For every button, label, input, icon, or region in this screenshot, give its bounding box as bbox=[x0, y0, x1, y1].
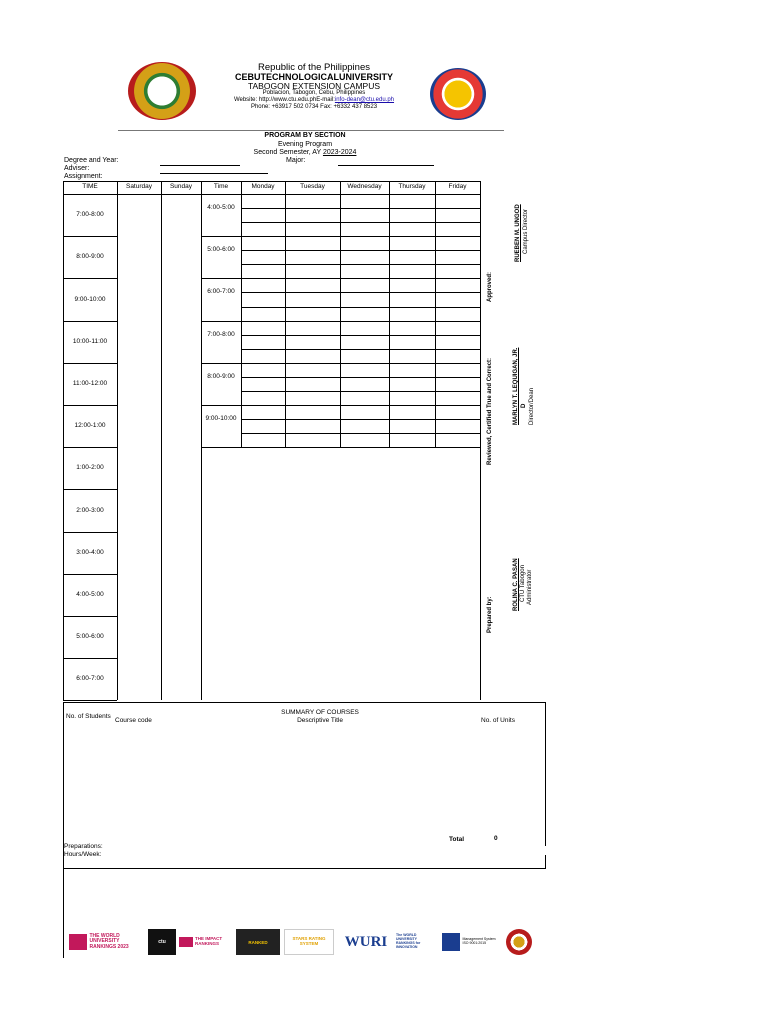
weekday-subrow-line bbox=[241, 292, 480, 293]
ranked-text: RANKED bbox=[248, 939, 268, 945]
the-rankings-text: THE WORLD UNIVERSITY RANKINGS 2023 bbox=[69, 934, 144, 951]
weekday-subrow-line bbox=[241, 433, 480, 434]
table-col-line bbox=[241, 181, 242, 447]
semester-text: Second Semester, AY bbox=[253, 149, 323, 156]
weekend-time-cell: 9:00-10:00 bbox=[74, 295, 106, 303]
weekday-row-line bbox=[201, 321, 480, 322]
summary-right-border bbox=[545, 702, 546, 845]
col-header-wednesday: Wednesday bbox=[347, 183, 382, 190]
adviser-label: Adviser: bbox=[64, 165, 90, 172]
reviewed-name: MARLYN T. LEQUIGAN, JR. bbox=[513, 347, 519, 425]
weekday-row-line bbox=[201, 363, 480, 364]
weekend-time-cell: 8:00-9:00 bbox=[76, 253, 104, 261]
col-header-friday: Friday bbox=[448, 183, 467, 190]
iso-text: Management System ISO 9001:2015 bbox=[462, 937, 496, 945]
weekday-time-cell: 7:00-8:00 bbox=[207, 330, 235, 338]
table-col-line bbox=[201, 181, 202, 700]
reviewed-title: Director/Dean bbox=[529, 387, 535, 425]
weekday-subrow-line bbox=[241, 419, 480, 420]
ctu-logo bbox=[148, 929, 176, 955]
col-header-saturday: Saturday bbox=[125, 183, 153, 190]
stars-text: STARS RATING SYSTEM bbox=[292, 936, 326, 946]
col-header-tuesday: Tuesday bbox=[300, 183, 325, 190]
time-row-line bbox=[63, 321, 117, 322]
total-label: Total bbox=[449, 836, 465, 843]
ctu-logo-text: ctu bbox=[158, 939, 166, 945]
prepared-label: Prepared by: bbox=[487, 596, 493, 633]
course-code-label: Course code bbox=[115, 717, 152, 724]
time-row-line bbox=[63, 363, 117, 364]
summary-mid-line bbox=[545, 845, 546, 846]
col-header-time: Time bbox=[213, 183, 229, 190]
weekend-time-cell: 4:00-5:00 bbox=[76, 590, 104, 598]
program-subtitle: Evening Program bbox=[277, 141, 333, 148]
time-row-line bbox=[63, 658, 117, 659]
wuri-text: WURI bbox=[344, 933, 388, 950]
weekend-time-cell: 7:00-8:00 bbox=[76, 211, 104, 219]
table-col-line bbox=[389, 181, 390, 447]
weekend-time-cell: 12:00-1:00 bbox=[74, 422, 106, 430]
weekday-subrow-line bbox=[241, 307, 480, 308]
table-col-line bbox=[340, 181, 341, 447]
table-col-line bbox=[480, 181, 481, 700]
table-col-line bbox=[117, 181, 118, 700]
weekday-subrow-line bbox=[241, 377, 480, 378]
weekday-time-cell: 5:00-6:00 bbox=[207, 246, 235, 254]
weekday-subrow-line bbox=[241, 250, 480, 251]
col-header-thursday: Thursday bbox=[398, 183, 426, 190]
no-students-label: No. of Students bbox=[66, 713, 111, 720]
degree-year-label: Degree and Year: bbox=[64, 157, 119, 164]
weekend-time-cell: 5:00-6:00 bbox=[76, 633, 104, 641]
descriptive-title-label: Descriptive Title bbox=[297, 717, 343, 724]
ctu-seal-icon bbox=[506, 929, 532, 955]
reviewed-label: Reviewed, Certified True and Correct: bbox=[487, 357, 493, 465]
time-row-line bbox=[63, 405, 117, 406]
reviewed-suffix: D bbox=[521, 403, 527, 408]
phone-line: Phone: +63917 502 0734 Fax: +6332 437 8523 bbox=[250, 104, 378, 110]
weekday-time-cell: 9:00-10:00 bbox=[205, 415, 237, 423]
table-top-line bbox=[63, 181, 480, 182]
weekday-subrow-line bbox=[241, 264, 480, 265]
wuri-innovation-logo bbox=[396, 929, 436, 955]
summary-bottom-line bbox=[63, 868, 545, 869]
campus-name: TABOGON EXTENSION CAMPUS bbox=[247, 81, 381, 91]
wuri-logo bbox=[338, 929, 394, 955]
time-row-line bbox=[63, 532, 117, 533]
weekend-time-cell: 1:00-2:00 bbox=[76, 464, 104, 472]
address: Poblacion, Tabogon, Cebu, Philippines bbox=[262, 90, 366, 96]
the-impact-logo bbox=[178, 929, 232, 955]
table-col-line bbox=[161, 181, 162, 700]
weekday-row-line bbox=[201, 236, 480, 237]
university-name: CEBUTECHNOLOGICALUNIVERSITY bbox=[234, 72, 393, 82]
weekday-subrow-line bbox=[241, 335, 480, 336]
preparations-label: Preparations: bbox=[64, 843, 103, 850]
prepared-name: ROLINA C. PASAN bbox=[513, 558, 519, 611]
time-row-line bbox=[63, 278, 117, 279]
weekend-time-cell: 6:00-7:00 bbox=[76, 675, 104, 683]
approved-label: Approved: bbox=[487, 272, 493, 302]
major-label: Major: bbox=[286, 157, 306, 164]
stars-logo bbox=[284, 929, 334, 955]
weekday-time-cell: 4:00-5:00 bbox=[207, 204, 235, 212]
weekday-subrow-line bbox=[241, 349, 480, 350]
time-row-line bbox=[63, 489, 117, 490]
weekend-time-cell: 3:00-4:00 bbox=[76, 548, 104, 556]
wuri-innovation-text: The WORLD UNIVERSITY RANKINGS for INNOVATION bbox=[396, 933, 421, 949]
email-link[interactable]: info-dean@ctu.edu.ph bbox=[334, 97, 395, 103]
time-row-line bbox=[63, 447, 117, 448]
the-impact-text: THE IMPACT RANKINGS bbox=[179, 937, 231, 947]
iso-icon bbox=[442, 933, 460, 951]
col-header-sunday: Sunday bbox=[169, 183, 193, 190]
prepared-line2: CTU Tabogon bbox=[520, 565, 526, 602]
col-header-monday: Monday bbox=[251, 183, 275, 190]
table-col-line bbox=[435, 181, 436, 447]
weekday-row-line bbox=[201, 447, 480, 448]
weekend-time-cell: 10:00-11:00 bbox=[72, 337, 108, 345]
iso-logo bbox=[440, 929, 498, 955]
weekday-time-cell: 8:00-9:00 bbox=[207, 372, 235, 380]
republic-line: Republic of the Philippines bbox=[258, 62, 370, 73]
weekday-subrow-line bbox=[241, 391, 480, 392]
ranked-logo bbox=[236, 929, 280, 955]
approved-title: Campus Director bbox=[523, 208, 529, 254]
weekday-row-line bbox=[201, 278, 480, 279]
summary-top-line bbox=[63, 702, 545, 703]
hours-week-label: Hours/Week: bbox=[64, 851, 102, 858]
total-value: 0 bbox=[494, 835, 498, 842]
assignment-label: Assignment: bbox=[64, 173, 103, 180]
weekday-subrow-line bbox=[241, 222, 480, 223]
ctu-seal-logo bbox=[504, 928, 534, 956]
program-title: PROGRAM BY SECTION bbox=[264, 132, 346, 139]
summary-right-border-2 bbox=[545, 855, 546, 869]
weekend-time-cell: 11:00-12:00 bbox=[72, 379, 108, 387]
col-header-time: TIME bbox=[82, 183, 98, 190]
time-row-line bbox=[63, 616, 117, 617]
time-row-line bbox=[63, 236, 117, 237]
time-row-line bbox=[63, 574, 117, 575]
weekend-time-cell: 2:00-3:00 bbox=[76, 506, 104, 514]
summary-title: SUMMARY OF COURSES bbox=[281, 709, 359, 716]
table-header-line bbox=[63, 194, 480, 195]
weekday-time-cell: 6:00-7:00 bbox=[207, 288, 235, 296]
weekday-subrow-line bbox=[241, 208, 480, 209]
approved-name: RUEBEN M. UNGOD bbox=[515, 204, 521, 262]
prepared-title: Administrator bbox=[527, 569, 533, 605]
academic-year: 2023-2024 bbox=[322, 149, 357, 156]
the-rankings-logo bbox=[68, 929, 144, 955]
table-col-line bbox=[285, 181, 286, 447]
summary-left-border bbox=[63, 702, 64, 958]
weekday-row-line bbox=[201, 405, 480, 406]
website-text: Website: http://www.ctu.edu.phE-mail: bbox=[233, 97, 335, 103]
no-units-label: No. of Units bbox=[481, 717, 515, 724]
